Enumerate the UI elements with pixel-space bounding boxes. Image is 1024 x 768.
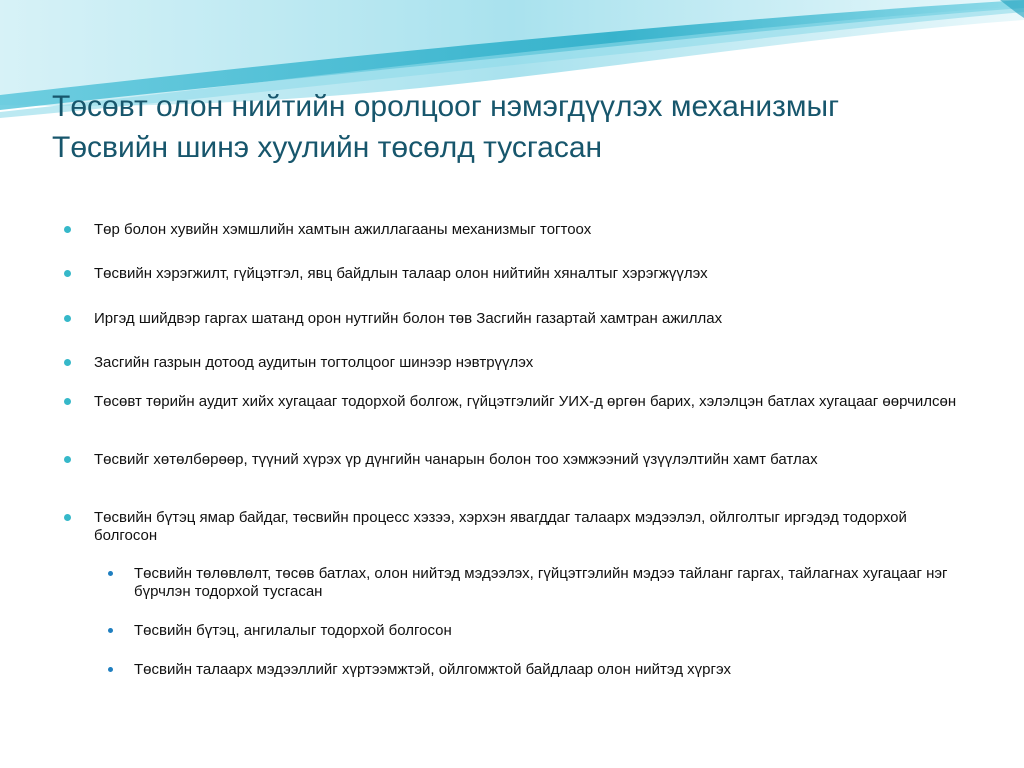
slide-title-line-1: Төсөвт олон нийтийн оролцоог нэмэгдүүлэх механизмыг	[52, 90, 840, 123]
bullet-text: Төр болон хувийн хэмшлийн хамтын ажиллагааны механизмыг тогтоох	[94, 221, 592, 238]
bullet-dot-icon	[64, 514, 71, 521]
bullet-text: Засгийн газрын дотоод аудитын тогтолцоог шинээр нэвтрүүлэх	[94, 354, 534, 371]
sub-bullet-item	[134, 565, 974, 601]
bullet-text: Төсвийн бүтэц ямар байдаг, төсвийн процесс хэзээ, хэрхэн явагддаг талаарх мэдээлэл, ойлголтыг иргэдэд тодорхой болгосон	[94, 509, 907, 544]
bullet-item	[94, 451, 974, 469]
bullet-item	[94, 265, 974, 283]
bullet-item	[94, 354, 974, 372]
bullet-item	[94, 509, 974, 545]
bullet-item	[94, 221, 974, 239]
sub-bullet-dot-icon	[108, 571, 113, 576]
sub-bullet-text: Төсвийн талаарх мэдээллийг хүртээмжтэй, ойлгомжтой байдлаар олон нийтэд хүргэх	[134, 661, 731, 678]
bullet-dot-icon	[64, 226, 71, 233]
bullet-text: Төсвийн хэрэгжилт, гүйцэтгэл, явц байдлын талаар олон нийтийн хяналтыг хэрэгжүүлэх	[94, 265, 708, 282]
bullet-dot-icon	[64, 270, 71, 277]
sub-bullet-item	[134, 622, 974, 640]
bullet-text: Төсвийг хөтөлбөрөөр, түүний хүрэх үр дүнгийн чанарын болон тоо хэмжээний үзүүлэлтийн хамт батлах	[94, 451, 818, 468]
sub-bullet-text: Төсвийн төлөвлөлт, төсөв батлах, олон нийтэд мэдээлэх, гүйцэтгэлийн мэдээ тайланг гаргах, тайлагнах хугацааг нэг бүрчлэн тодорхой тусгасан	[134, 565, 948, 600]
sub-bullet-text: Төсвийн бүтэц, ангилалыг тодорхой болгосон	[134, 622, 452, 639]
bullet-item	[94, 310, 974, 328]
bullet-dot-icon	[64, 359, 71, 366]
slide-title-line-2: Төсвийн шинэ хуулийн төсөлд тусгасан	[52, 131, 603, 164]
bullet-dot-icon	[64, 315, 71, 322]
bullet-item	[94, 393, 974, 411]
sub-bullet-item	[134, 661, 974, 679]
sub-bullet-dot-icon	[108, 667, 113, 672]
bullet-text: Иргэд шийдвэр гаргах шатанд орон нутгийн болон төв Засгийн газартай хамтран ажиллах	[94, 310, 723, 327]
bullet-dot-icon	[64, 398, 71, 405]
bullet-text: Төсөвт төрийн аудит хийх хугацааг тодорхой болгож, гүйцэтгэлийг УИХ-д өргөн барих, хэлэлцэн батлах хугацааг өөрчилсөн	[94, 393, 957, 410]
bullet-dot-icon	[64, 456, 71, 463]
sub-bullet-dot-icon	[108, 628, 113, 633]
